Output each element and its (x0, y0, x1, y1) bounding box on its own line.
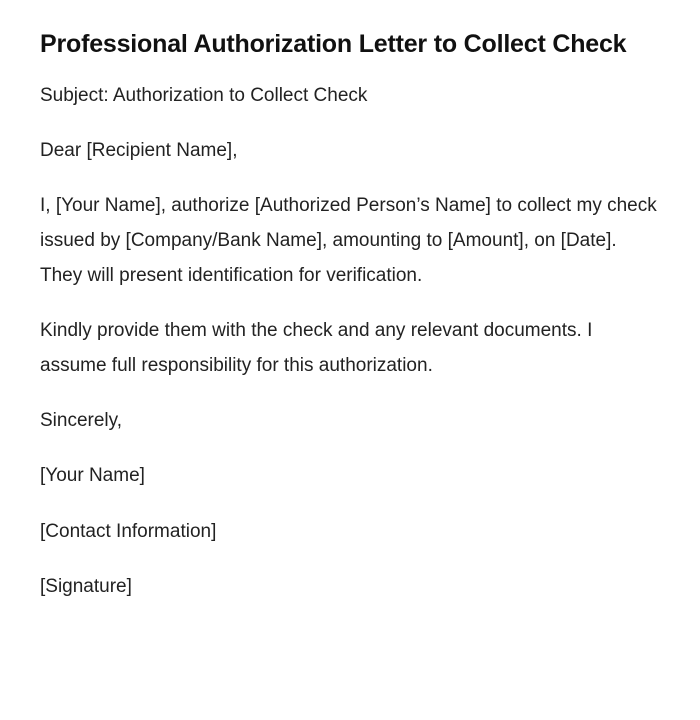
letter-title: Professional Authorization Letter to Collect Check (40, 30, 627, 58)
signature-name: [Your Name] (40, 465, 145, 486)
letter-subject: Subject: Authorization to Collect Check (40, 85, 368, 106)
letter-greeting: Dear [Recipient Name], (40, 140, 238, 161)
letter-body-paragraph-1: I, [Your Name], authorize [Authorized Person’s Name] to collect my check issued by [Company/Bank Name], amounting to [Amount], on [Date]. They will present identification for verification. (40, 195, 657, 286)
letter-closing: Sincerely, (40, 410, 123, 431)
signature-contact: [Contact Information] (40, 521, 217, 542)
signature-placeholder: [Signature] (40, 576, 132, 597)
letter-body-paragraph-2: Kindly provide them with the check and any relevant documents. I assume full responsibility for this authorization. (40, 320, 593, 376)
